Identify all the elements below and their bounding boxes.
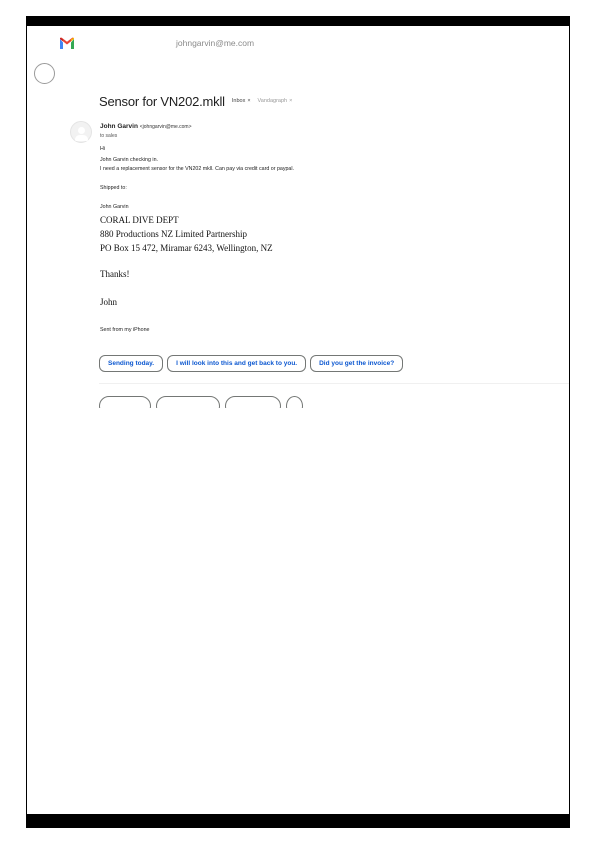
address-line-2: 880 Productions NZ Limited Partnership (100, 229, 247, 239)
thanks-line: Thanks! (100, 269, 130, 279)
sent-from-line: Sent from my iPhone (100, 327, 150, 333)
signoff-line: John (100, 297, 118, 307)
avatar (70, 121, 92, 143)
account-email: johngarvin@me.com (176, 38, 255, 48)
subject-row (99, 93, 292, 109)
reply-all-button[interactable] (156, 396, 220, 408)
avatar-body-icon (75, 135, 88, 141)
label-chip-inbox[interactable] (232, 98, 251, 104)
avatar-head-icon (78, 127, 85, 134)
divider (99, 383, 569, 384)
sender-name: John Garvin (100, 123, 138, 130)
address-line-1: CORAL DIVE DEPT (100, 215, 179, 225)
smart-reply-button[interactable]: Sending today. (99, 355, 163, 372)
smart-replies (99, 355, 403, 372)
bottom-black-bar (26, 814, 569, 828)
reply-button[interactable] (99, 396, 151, 408)
shipped-to-label: Shipped to: (100, 185, 127, 191)
email-subject: Sensor for VN202.mkll (99, 93, 225, 109)
label-inbox-text: Inbox (231, 98, 246, 104)
action-buttons-row (99, 396, 303, 408)
greeting: Hi (100, 146, 106, 152)
emoji-reaction-button[interactable] (286, 396, 303, 408)
body-line-1: John Garvin checking in. (100, 157, 159, 163)
smart-reply-button[interactable]: Did you get the invoice? (310, 355, 403, 372)
top-black-bar (26, 16, 569, 26)
back-circle-icon[interactable] (34, 63, 55, 84)
recipient-name: John Garvin (100, 204, 129, 210)
address-line-3: PO Box 15 472, Miramar 6243, Wellington, NZ (100, 243, 273, 253)
close-icon[interactable]: × (247, 98, 251, 104)
close-icon[interactable]: × (289, 98, 293, 104)
body-line-2: I need a replacement sensor for the VN202 mkll. Can pay via credit card or paypal. (100, 166, 295, 172)
sender-email: <johngarvin@me.com> (139, 124, 192, 130)
sender-line (100, 123, 192, 130)
forward-button[interactable] (225, 396, 281, 408)
recipient-line[interactable]: to sales (100, 133, 118, 139)
gmail-logo-icon[interactable] (59, 37, 75, 50)
label-chip-vandagraph[interactable] (258, 98, 293, 104)
smart-reply-button[interactable]: I will look into this and get back to you. (167, 355, 306, 372)
label-vandagraph-text: Vandagraph (257, 98, 288, 104)
